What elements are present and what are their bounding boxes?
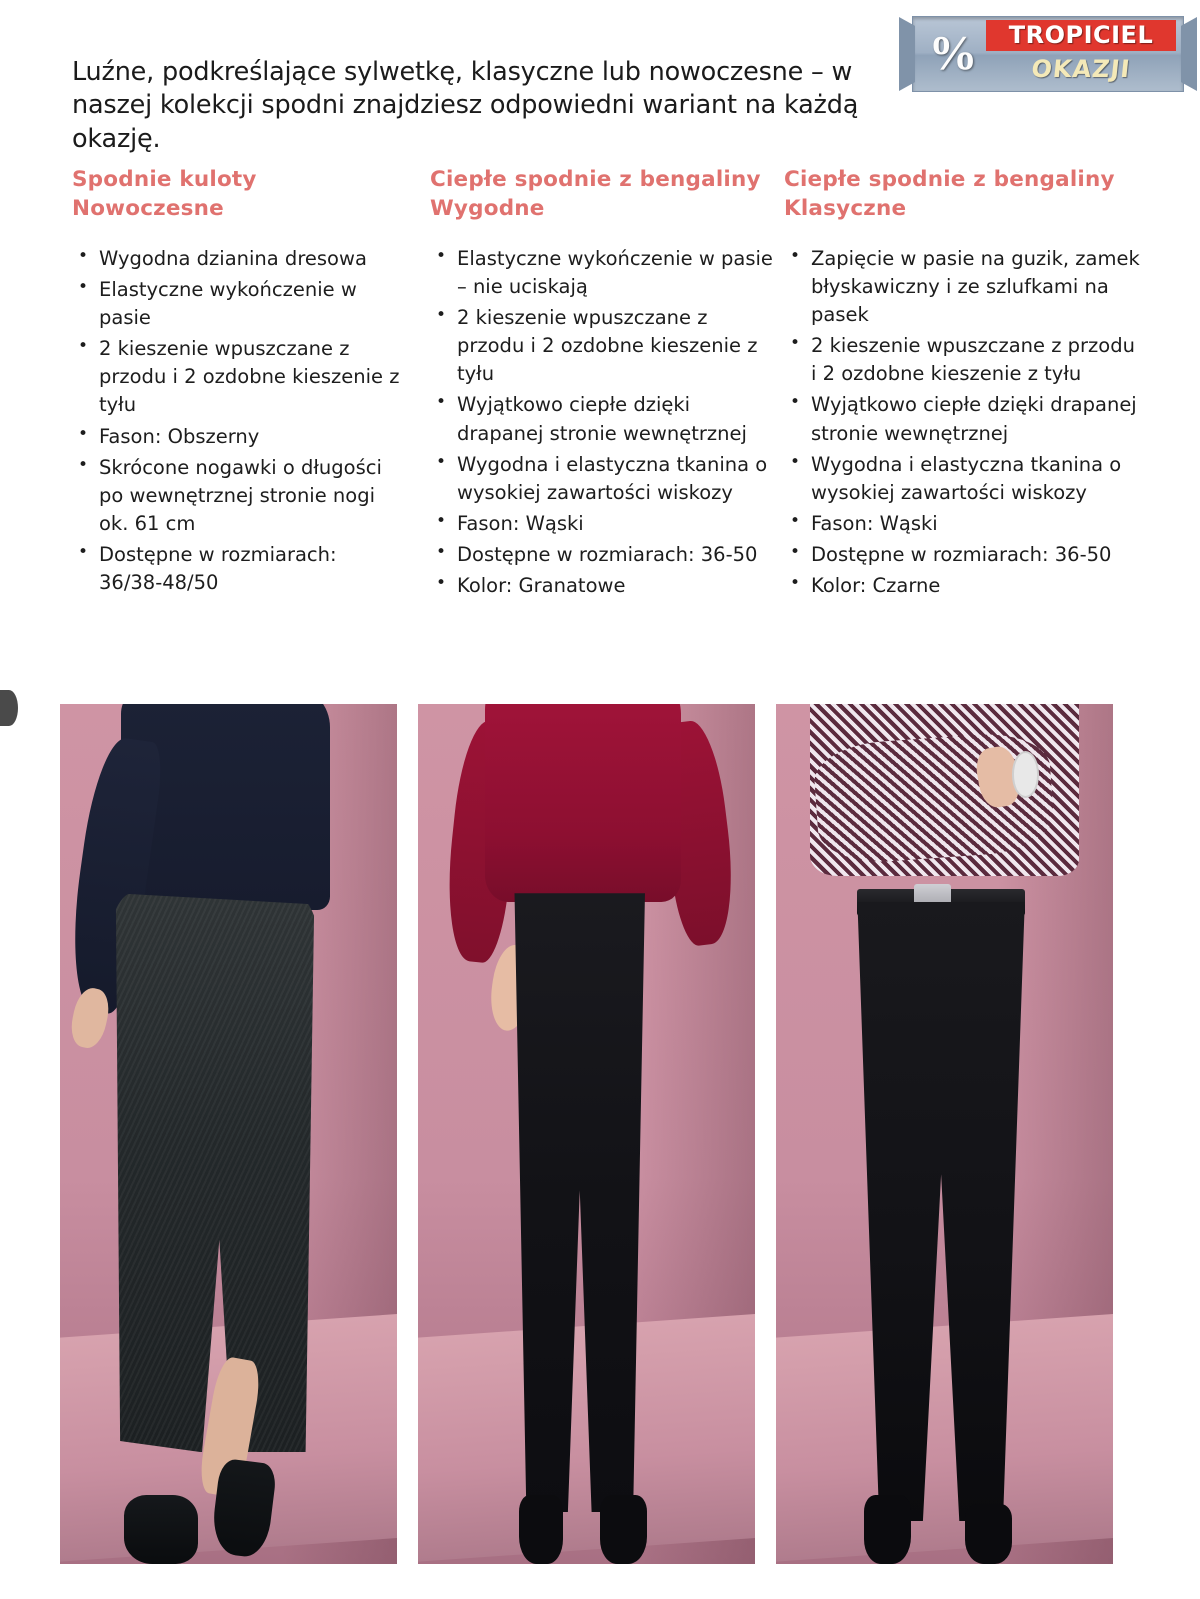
product-column-bengalina-klasyczne: [784, 165, 1144, 603]
model-boot: [209, 1458, 277, 1559]
list-item: • Kolor: Czarne: [784, 572, 1144, 600]
list-item: • Elastyczne wykończenie w pasie: [72, 276, 402, 332]
list-item: • Wyjątkowo ciepłe dzięki drapanej stronie wewnętrznej: [784, 391, 1144, 447]
column-subtitle: Nowoczesne: [72, 196, 224, 222]
list-item: • Dostępne w rozmiarach: 36/38-48/50: [72, 541, 402, 597]
column-heading: [430, 165, 775, 223]
model-boot-second: [124, 1495, 198, 1564]
product-photo-czarne: [776, 704, 1113, 1564]
product-column-kuloty: [72, 165, 402, 600]
feature-list: [784, 245, 1144, 600]
product-trousers: [107, 893, 323, 1452]
list-item: • Dostępne w rozmiarach: 36-50: [784, 541, 1144, 569]
column-title: Ciepłe spodnie z bengaliny: [784, 167, 1115, 192]
list-item: • Wygodna dzianina dresowa: [72, 245, 402, 273]
list-item: • Fason: Obszerny: [72, 423, 402, 451]
column-subtitle: Klasyczne: [784, 196, 907, 222]
list-item: • Wygodna i elastyczna tkanina o wysokiej zawartości wiskozy: [784, 451, 1144, 507]
page-edge-mark: [0, 690, 18, 726]
model-shoe-left: [864, 1495, 911, 1564]
product-photo-kuloty: [60, 704, 397, 1564]
list-item: • Dostępne w rozmiarach: 36-50: [430, 541, 775, 569]
list-item: • Wyjątkowo ciepłe dzięki drapanej stronie wewnętrznej: [430, 391, 775, 447]
list-item: • 2 kieszenie wpuszczane z przodu i 2 ozdobne kieszenie z tyłu: [430, 304, 775, 388]
model-shoe-right: [965, 1504, 1012, 1564]
column-heading: [72, 165, 402, 223]
list-item: • Fason: Wąski: [430, 510, 775, 538]
model-shoe-left: [519, 1495, 563, 1564]
model-figure: [60, 704, 397, 1564]
list-item: • 2 kieszenie wpuszczane z przodu i 2 ozdobne kieszenie z tyłu: [784, 332, 1144, 388]
promo-badge: [912, 8, 1182, 100]
column-heading: [784, 165, 1144, 223]
list-item: • Wygodna i elastyczna tkanina o wysokiej zawartości wiskozy: [430, 451, 775, 507]
list-item: • Kolor: Granatowe: [430, 572, 775, 600]
promo-badge-text: [986, 20, 1176, 83]
column-subtitle: Wygodne: [430, 196, 545, 222]
promo-badge-line2: OKAZJI: [1030, 55, 1132, 83]
product-photo-granatowe: [418, 704, 755, 1564]
product-photos: [0, 704, 1200, 1564]
feature-list: [430, 245, 775, 600]
list-item: • Elastyczne wykończenie w pasie – nie uciskają: [430, 245, 775, 301]
column-title: Ciepłe spodnie z bengaliny: [430, 167, 761, 192]
model-arm: [813, 730, 1057, 867]
product-column-bengalina-wygodne: [430, 165, 775, 603]
list-item: • 2 kieszenie wpuszczane z przodu i 2 ozdobne kieszenie z tyłu: [72, 335, 402, 419]
model-figure: [418, 704, 755, 1564]
column-title: Spodnie kuloty: [72, 167, 257, 192]
model-shoe-right: [600, 1495, 647, 1564]
list-item: • Zapięcie w pasie na guzik, zamek błyskawiczny i ze szlufkami na pasek: [784, 245, 1144, 329]
feature-list: [72, 245, 402, 597]
model-top: [485, 704, 680, 902]
percent-icon: %: [928, 25, 978, 80]
promo-badge-line1: TROPICIEL: [986, 20, 1176, 51]
list-item: • Skrócone nogawki o długości po wewnętrznej stronie nogi ok. 61 cm: [72, 454, 402, 538]
product-trousers: [850, 902, 1032, 1521]
model-figure: [776, 704, 1113, 1564]
list-item: • Fason: Wąski: [784, 510, 1144, 538]
product-trousers: [506, 893, 654, 1512]
intro-paragraph: Luźne, podkreślające sylwetkę, klasyczne lub nowoczesne – w naszej kolekcji spodni znajdziesz odpowiedni wariant na każdą okazję.: [72, 56, 859, 155]
